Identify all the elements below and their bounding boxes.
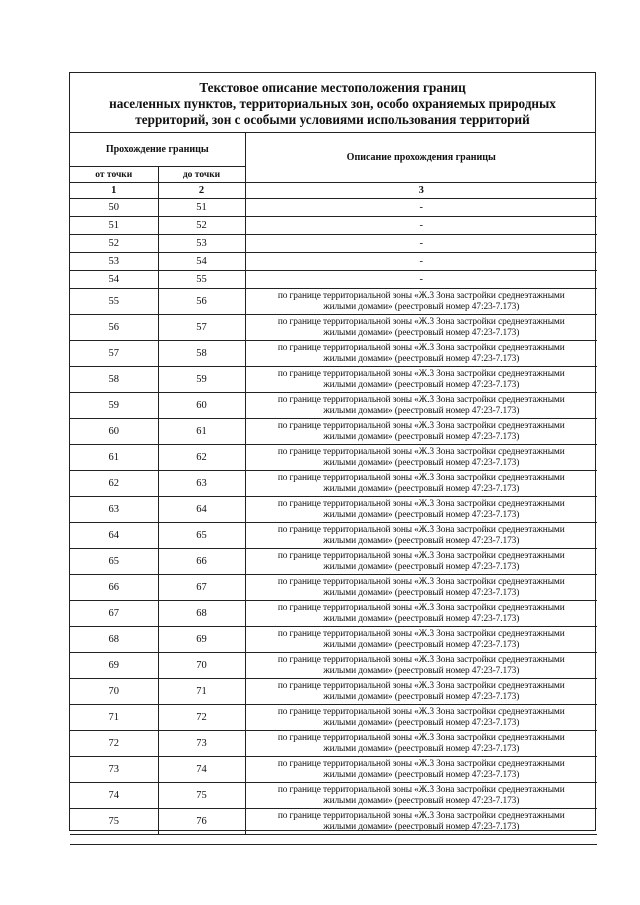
table-row bbox=[70, 783, 597, 809]
from-point-cell: 64 bbox=[70, 523, 158, 549]
description-line-2: жилыми домами» (реестровый номер 47:23-7.173) bbox=[323, 457, 520, 468]
description-line-1: по границе территориальной зоны «Ж.3 Зона застройки среднеэтажными bbox=[277, 420, 565, 431]
to-point-cell: 75 bbox=[158, 783, 245, 809]
from-point-cell: 72 bbox=[70, 731, 158, 757]
table-row bbox=[70, 679, 597, 705]
to-point-cell: 76 bbox=[158, 809, 245, 835]
title-line-1: Текстовое описание местоположения границ bbox=[199, 80, 466, 95]
table-row bbox=[70, 757, 597, 783]
from-point-cell: 52 bbox=[70, 235, 158, 253]
description-cell bbox=[245, 523, 597, 549]
from-point-cell: 63 bbox=[70, 497, 158, 523]
to-point-cell: 54 bbox=[158, 253, 245, 271]
from-point-cell: 68 bbox=[70, 627, 158, 653]
description-line-1: по границе территориальной зоны «Ж.3 Зона застройки среднеэтажными bbox=[277, 394, 565, 405]
description-line-2: жилыми домами» (реестровый номер 47:23-7.173) bbox=[323, 327, 520, 338]
column-number-1: 1 bbox=[70, 183, 158, 199]
description-line-2: жилыми домами» (реестровый номер 47:23-7.173) bbox=[323, 587, 520, 598]
description-cell bbox=[245, 419, 597, 445]
table-row bbox=[70, 217, 597, 235]
description-cell bbox=[245, 315, 597, 341]
table-row bbox=[70, 199, 597, 217]
to-point-cell: 74 bbox=[158, 757, 245, 783]
from-point-cell: 55 bbox=[70, 289, 158, 315]
description-line-2: жилыми домами» (реестровый номер 47:23-7.173) bbox=[323, 431, 520, 442]
from-point-cell: 74 bbox=[70, 783, 158, 809]
table-row bbox=[70, 601, 597, 627]
empty-cell bbox=[70, 835, 597, 845]
description-line-2: жилыми домами» (реестровый номер 47:23-7.173) bbox=[323, 509, 520, 520]
from-point-cell: 67 bbox=[70, 601, 158, 627]
table-row bbox=[70, 497, 597, 523]
description-cell bbox=[245, 679, 597, 705]
description-line-2: жилыми домами» (реестровый номер 47:23-7.173) bbox=[323, 301, 520, 312]
description-line-2: жилыми домами» (реестровый номер 47:23-7.173) bbox=[323, 535, 520, 546]
to-point-cell: 63 bbox=[158, 471, 245, 497]
to-point-cell: 70 bbox=[158, 653, 245, 679]
to-point-cell: 67 bbox=[158, 575, 245, 601]
to-point-cell: 68 bbox=[158, 601, 245, 627]
description-line-2: жилыми домами» (реестровый номер 47:23-7.173) bbox=[323, 821, 520, 832]
to-point-cell: 53 bbox=[158, 235, 245, 253]
description-cell bbox=[245, 341, 597, 367]
to-point-cell: 69 bbox=[158, 627, 245, 653]
description-line-2: жилыми домами» (реестровый номер 47:23-7.173) bbox=[323, 769, 520, 780]
to-point-cell: 51 bbox=[158, 199, 245, 217]
table-row bbox=[70, 271, 597, 289]
description-line-2: жилыми домами» (реестровый номер 47:23-7.173) bbox=[323, 483, 520, 494]
document-frame bbox=[69, 72, 596, 831]
table-row bbox=[70, 367, 597, 393]
description-cell bbox=[245, 757, 597, 783]
description-line-2: жилыми домами» (реестровый номер 47:23-7.173) bbox=[323, 639, 520, 650]
document-title bbox=[70, 73, 595, 133]
description-line-1: по границе территориальной зоны «Ж.3 Зона застройки среднеэтажными bbox=[277, 316, 565, 327]
from-point-cell: 69 bbox=[70, 653, 158, 679]
description-cell bbox=[245, 653, 597, 679]
description-line-2: жилыми домами» (реестровый номер 47:23-7.173) bbox=[323, 613, 520, 624]
description-line-1: по границе территориальной зоны «Ж.3 Зона застройки среднеэтажными bbox=[277, 368, 565, 379]
from-point-cell: 54 bbox=[70, 271, 158, 289]
column-number-2: 2 bbox=[158, 183, 245, 199]
table-row bbox=[70, 705, 597, 731]
description-cell: - bbox=[245, 235, 597, 253]
from-point-cell: 56 bbox=[70, 315, 158, 341]
from-point-cell: 58 bbox=[70, 367, 158, 393]
to-point-cell: 57 bbox=[158, 315, 245, 341]
description-line-2: жилыми домами» (реестровый номер 47:23-7.173) bbox=[323, 379, 520, 390]
to-point-cell: 66 bbox=[158, 549, 245, 575]
description-line-2: жилыми домами» (реестровый номер 47:23-7.173) bbox=[323, 405, 520, 416]
from-point-cell: 60 bbox=[70, 419, 158, 445]
column-number-3: 3 bbox=[245, 183, 597, 199]
to-point-cell: 59 bbox=[158, 367, 245, 393]
description-line-1: по границе территориальной зоны «Ж.3 Зона застройки среднеэтажными bbox=[277, 732, 565, 743]
to-point-cell: 61 bbox=[158, 419, 245, 445]
to-point-cell: 71 bbox=[158, 679, 245, 705]
from-point-cell: 62 bbox=[70, 471, 158, 497]
from-point-cell: 61 bbox=[70, 445, 158, 471]
description-line-1: по границе территориальной зоны «Ж.3 Зона застройки среднеэтажными bbox=[277, 628, 565, 639]
description-line-2: жилыми домами» (реестровый номер 47:23-7.173) bbox=[323, 717, 520, 728]
description-cell: - bbox=[245, 199, 597, 217]
description-line-2: жилыми домами» (реестровый номер 47:23-7.173) bbox=[323, 795, 520, 806]
description-line-1: по границе территориальной зоны «Ж.3 Зона застройки среднеэтажными bbox=[277, 498, 565, 509]
description-line-2: жилыми домами» (реестровый номер 47:23-7.173) bbox=[323, 665, 520, 676]
from-point-cell: 59 bbox=[70, 393, 158, 419]
header-to-point: до точки bbox=[158, 167, 245, 183]
description-cell bbox=[245, 445, 597, 471]
table-row bbox=[70, 253, 597, 271]
table-row bbox=[70, 653, 597, 679]
from-point-cell: 73 bbox=[70, 757, 158, 783]
description-cell bbox=[245, 601, 597, 627]
from-point-cell: 53 bbox=[70, 253, 158, 271]
description-cell bbox=[245, 627, 597, 653]
title-line-3: территорий, зон с особыми условиями использования территорий bbox=[135, 112, 530, 127]
description-line-1: по границе территориальной зоны «Ж.3 Зона застройки среднеэтажными bbox=[277, 576, 565, 587]
description-cell: - bbox=[245, 253, 597, 271]
from-point-cell: 50 bbox=[70, 199, 158, 217]
table-row bbox=[70, 549, 597, 575]
to-point-cell: 52 bbox=[158, 217, 245, 235]
description-cell bbox=[245, 367, 597, 393]
description-cell bbox=[245, 705, 597, 731]
table-row bbox=[70, 289, 597, 315]
table-row bbox=[70, 235, 597, 253]
description-cell bbox=[245, 783, 597, 809]
description-line-1: по границе территориальной зоны «Ж.3 Зона застройки среднеэтажными bbox=[277, 342, 565, 353]
header-from-point: от точки bbox=[70, 167, 158, 183]
from-point-cell: 75 bbox=[70, 809, 158, 835]
table-row bbox=[70, 523, 597, 549]
to-point-cell: 55 bbox=[158, 271, 245, 289]
description-line-1: по границе территориальной зоны «Ж.3 Зона застройки среднеэтажными bbox=[277, 784, 565, 795]
to-point-cell: 62 bbox=[158, 445, 245, 471]
description-cell bbox=[245, 575, 597, 601]
description-line-1: по границе территориальной зоны «Ж.3 Зона застройки среднеэтажными bbox=[277, 758, 565, 769]
description-line-1: по границе территориальной зоны «Ж.3 Зона застройки среднеэтажными bbox=[277, 602, 565, 613]
description-line-2: жилыми домами» (реестровый номер 47:23-7.173) bbox=[323, 561, 520, 572]
to-point-cell: 60 bbox=[158, 393, 245, 419]
from-point-cell: 57 bbox=[70, 341, 158, 367]
table-row bbox=[70, 731, 597, 757]
description-line-1: по границе территориальной зоны «Ж.3 Зона застройки среднеэтажными bbox=[277, 290, 565, 301]
from-point-cell: 70 bbox=[70, 679, 158, 705]
table-row bbox=[70, 445, 597, 471]
to-point-cell: 73 bbox=[158, 731, 245, 757]
table-row bbox=[70, 393, 597, 419]
table-row bbox=[70, 315, 597, 341]
table-row bbox=[70, 809, 597, 835]
description-cell bbox=[245, 497, 597, 523]
description-line-1: по границе территориальной зоны «Ж.3 Зона застройки среднеэтажными bbox=[277, 524, 565, 535]
description-cell bbox=[245, 809, 597, 835]
description-cell: - bbox=[245, 217, 597, 235]
to-point-cell: 56 bbox=[158, 289, 245, 315]
boundary-table bbox=[70, 133, 597, 845]
description-cell bbox=[245, 393, 597, 419]
from-point-cell: 51 bbox=[70, 217, 158, 235]
description-cell bbox=[245, 471, 597, 497]
from-point-cell: 65 bbox=[70, 549, 158, 575]
from-point-cell: 71 bbox=[70, 705, 158, 731]
description-line-1: по границе территориальной зоны «Ж.3 Зона застройки среднеэтажными bbox=[277, 472, 565, 483]
table-row bbox=[70, 419, 597, 445]
description-line-2: жилыми домами» (реестровый номер 47:23-7.173) bbox=[323, 353, 520, 364]
description-line-1: по границе территориальной зоны «Ж.3 Зона застройки среднеэтажными bbox=[277, 810, 565, 821]
description-line-1: по границе территориальной зоны «Ж.3 Зона застройки среднеэтажными bbox=[277, 446, 565, 457]
empty-row bbox=[70, 835, 597, 845]
header-boundary-passage: Прохождение границы bbox=[70, 133, 245, 167]
description-line-1: по границе территориальной зоны «Ж.3 Зона застройки среднеэтажными bbox=[277, 550, 565, 561]
description-line-1: по границе территориальной зоны «Ж.3 Зона застройки среднеэтажными bbox=[277, 706, 565, 717]
description-line-1: по границе территориальной зоны «Ж.3 Зона застройки среднеэтажными bbox=[277, 654, 565, 665]
header-description: Описание прохождения границы bbox=[245, 133, 597, 183]
description-cell bbox=[245, 289, 597, 315]
table-row bbox=[70, 627, 597, 653]
description-cell: - bbox=[245, 271, 597, 289]
description-cell bbox=[245, 549, 597, 575]
to-point-cell: 58 bbox=[158, 341, 245, 367]
to-point-cell: 72 bbox=[158, 705, 245, 731]
description-line-2: жилыми домами» (реестровый номер 47:23-7.173) bbox=[323, 743, 520, 754]
table-row bbox=[70, 575, 597, 601]
description-cell bbox=[245, 731, 597, 757]
description-line-2: жилыми домами» (реестровый номер 47:23-7.173) bbox=[323, 691, 520, 702]
to-point-cell: 65 bbox=[158, 523, 245, 549]
title-line-2: населенных пунктов, территориальных зон, особо охраняемых природных bbox=[109, 96, 556, 111]
table-row bbox=[70, 341, 597, 367]
table-row bbox=[70, 471, 597, 497]
description-line-1: по границе территориальной зоны «Ж.3 Зона застройки среднеэтажными bbox=[277, 680, 565, 691]
to-point-cell: 64 bbox=[158, 497, 245, 523]
from-point-cell: 66 bbox=[70, 575, 158, 601]
